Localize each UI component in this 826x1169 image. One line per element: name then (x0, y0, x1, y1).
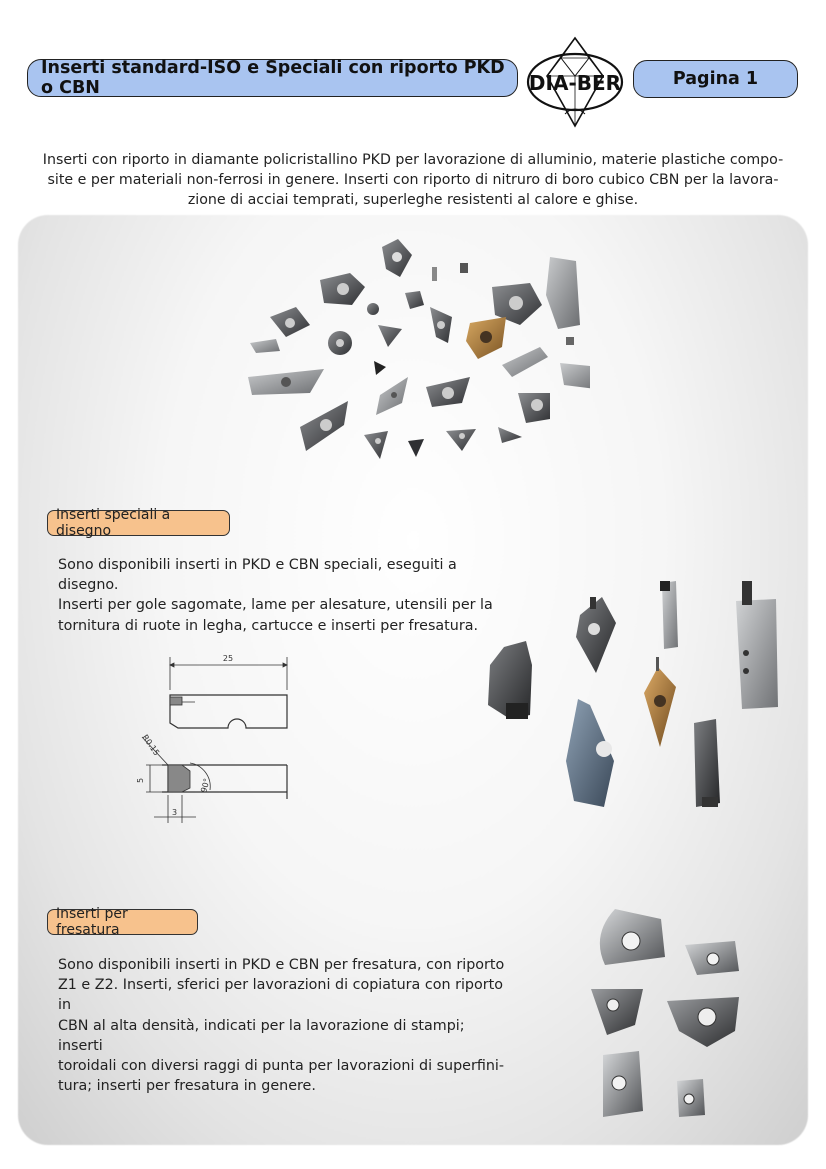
milling-inserts-text: Sono disponibili inserti in PKD e CBN per fresatura, con riporto Z1 e Z2. Inserti, sferici per lavorazioni di copiatura con riporto in CBN al alta densità, indicati per la lavorazione di stampi; inserti toroidali con diversi raggi di punta per lavorazioni di superfini- tura; inserti per fresatura in genere. (58, 957, 505, 1095)
diaber-logo (525, 36, 625, 128)
svg-text:3: 3 (172, 808, 178, 817)
svg-text:DIA-BER: DIA-BER (528, 71, 622, 95)
svg-text:5: 5 (136, 777, 145, 783)
insert-collection-photo (240, 225, 590, 465)
intro-text: Inserti con riporto in diamante policristallino PKD per lavorazione di alluminio, materie plastiche compo- site e per materiali non-ferrosi in genere. Inserti con riporto di nitruro di boro cubico CBN per la lavora- zione di acciai temprati, superleghe resistenti al calore e ghise. (42, 152, 784, 208)
svg-text:90°: 90° (199, 777, 212, 794)
technical-drawing (130, 645, 300, 830)
page-number: Pagina 1 (633, 60, 798, 98)
svg-text:R0.15: R0.15 (140, 732, 162, 758)
section-heading-special-inserts: Inserti speciali a disegno (47, 510, 230, 536)
special-inserts-text: Sono disponibili inserti in PKD e CBN speciali, eseguiti a disegno. Inserti per gole sagomate, lame per alesature, utensili per la tornitura di ruote in legha, cartucce e inserti per fresatura. (58, 557, 493, 634)
special-inserts-photo (480, 575, 780, 815)
milling-inserts-photo (585, 905, 755, 1120)
section-heading-milling-inserts: Inserti per fresatura (47, 909, 198, 935)
svg-text:25: 25 (222, 654, 234, 663)
page-title: Inserti standard-ISO e Speciali con riporto PKD o CBN (27, 59, 518, 97)
